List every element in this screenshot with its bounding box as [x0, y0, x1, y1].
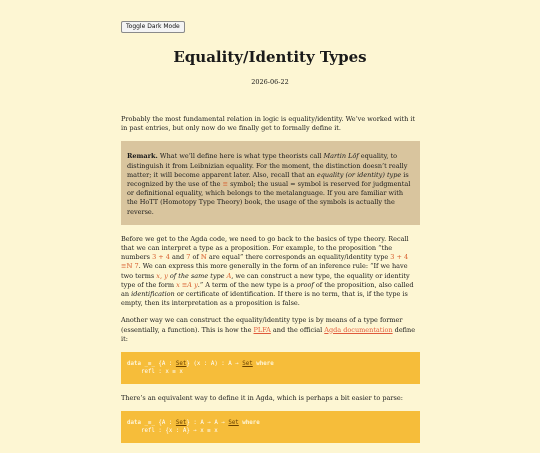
code-text: A: [200, 420, 204, 427]
remark-label: Remark.: [127, 152, 158, 161]
code-type[interactable]: Set: [228, 420, 239, 427]
math-expr: 3 + 4 ≡ℕ 7: [121, 253, 409, 271]
paragraph-text: , we can construct a new type, the equality or identity type of the form: [121, 271, 410, 289]
plfa-link[interactable]: PLFA: [253, 325, 271, 334]
code-text: :: [165, 361, 176, 368]
code-text: →: [217, 420, 229, 427]
remark-text: is recognized by the use of the: [127, 170, 409, 189]
remark-text: What we’ll define here is what type theorists call: [157, 152, 324, 161]
code-text: A: [228, 361, 232, 368]
code-text: ) :: [214, 361, 229, 368]
page-title: Equality/Identity Types: [173, 48, 367, 66]
code-type[interactable]: Set: [175, 361, 187, 368]
code-text: } :: [186, 420, 201, 427]
code-line: refl : x ≡ x: [127, 369, 183, 376]
remark-emphasis: equality (or identity) type: [316, 170, 402, 179]
code-text: →: [231, 361, 243, 368]
code-line: refl : {x : A} → x ≡ x: [127, 428, 218, 435]
code-type[interactable]: Set: [242, 361, 253, 368]
code-text: A: [161, 361, 166, 368]
remark-box: [121, 141, 420, 224]
code-text: :: [165, 420, 176, 427]
paragraph-text: of the proposition, also called an: [121, 280, 414, 299]
equivalent-paragraph: There’s an equivalent way to define it in Agda, which is perhaps a bit easier to parse:: [121, 394, 403, 403]
code-text: →: [203, 420, 215, 427]
type-former-paragraph: [121, 316, 420, 344]
paragraph-text: define it:: [121, 325, 416, 343]
paragraph-text: are equal” there corresponds an equality/identity type: [206, 253, 391, 262]
code-text: _≡_ {: [140, 420, 162, 427]
article-body: [121, 115, 420, 453]
code-keyword: data: [127, 361, 141, 368]
intro-paragraph: Probably the most fundamental relation in logic is equality/identity. We’ve worked with it in past entries, but only now do we finally get to formally define it.: [121, 115, 416, 133]
paragraph-emphasis: of the same type: [167, 271, 227, 280]
code-text: A: [214, 420, 218, 427]
paragraph-text: . We can express this more generally in the form of an inference rule: “If we have two terms: [121, 262, 408, 280]
math-expr: 7: [186, 253, 191, 262]
code-text: A: [161, 420, 166, 427]
paragraph-text: of: [190, 253, 201, 262]
remark-text: symbol; the usual: [228, 180, 291, 189]
remark-martin-lof: Martin Löf: [323, 152, 359, 161]
code-block-2: [121, 411, 420, 443]
code-text: A: [210, 361, 215, 368]
code-text: _≡_ {: [140, 361, 162, 368]
paragraph-text: and: [169, 253, 187, 262]
remark-text: equality, to distinguish it from Leibnizian equality. For the moment, the distinction doesn’t really matter; it will become apparent later. Also, recall that an: [127, 152, 408, 179]
code-keyword: data: [127, 420, 141, 427]
math-expr: 3 + 4: [152, 253, 170, 262]
types-paragraph: [121, 235, 420, 309]
math-expr: x, y: [156, 271, 168, 280]
identity-symbol: ≡: [222, 180, 229, 189]
paragraph-text: and the official: [270, 325, 325, 334]
paragraph-emphasis: identification: [131, 290, 175, 299]
agda-docs-link[interactable]: Agda documentation: [324, 325, 393, 334]
math-expr: ℕ: [200, 253, 207, 262]
remark-text: symbol is reserved for judgmental or definitional equality, which belongs to the metalanguage. If you are familiar with the HoTT (Homotopy Type Theory) book, the usage of the symbols is actually the reverse.: [127, 180, 411, 216]
post-date: 2026-06-22: [251, 78, 289, 86]
paragraph-text: or certificate of identification. If there is no term, that is, if the type is empty, then its interpretation as a proposition is false.: [121, 290, 408, 308]
code-keyword: where: [238, 420, 260, 427]
toggle-dark-mode-button[interactable]: Toggle Dark Mode: [121, 21, 185, 33]
math-expr: A: [226, 271, 232, 280]
paragraph-text: Another way we can construct the equality/identity type is by means of a type former (essentially, a function). This is how the: [121, 316, 403, 334]
equals-symbol: =: [290, 180, 296, 189]
math-expr: x ≡A y: [176, 280, 198, 289]
code-block-1: [121, 352, 420, 384]
paragraph-emphasis: proof: [296, 280, 314, 289]
paragraph-text: .” A term of the new type is a: [197, 280, 297, 289]
code-type[interactable]: Set: [175, 420, 187, 427]
code-keyword: where: [252, 361, 274, 368]
code-text: } (x :: [186, 361, 211, 368]
paragraph-text: Before we get to the Agda code, we need to go back to the basics of type theory. Recall that we can interpret a type as a proposition. For example, to the proposition “the numbers: [121, 234, 409, 262]
